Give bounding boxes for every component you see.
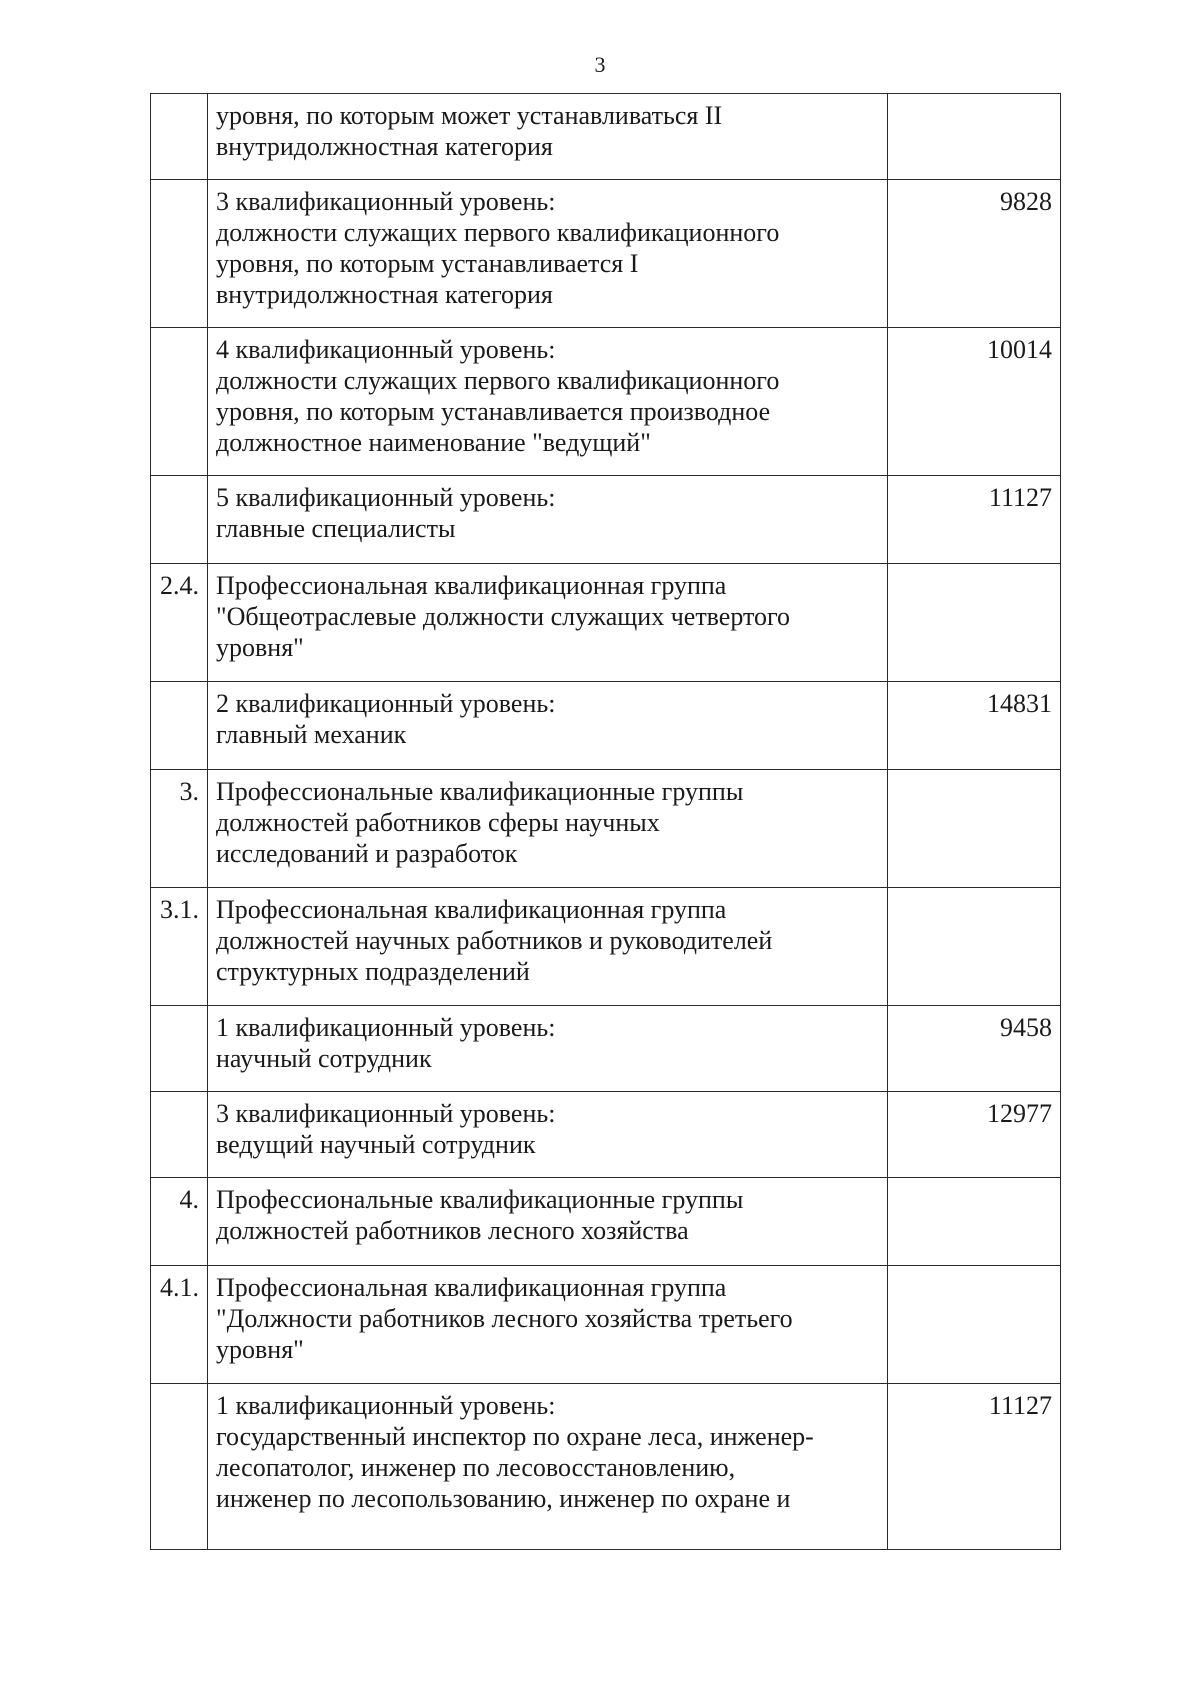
row-number (151, 327, 208, 475)
row-number (151, 1383, 208, 1549)
row-value: 11127 (888, 475, 1061, 563)
row-value: 14831 (888, 681, 1061, 769)
row-text: Профессиональная квалификационная группа "Должности работников лесного хозяйства третьего уровня" (208, 1265, 888, 1383)
row-number: 3.1. (151, 887, 208, 1005)
row-value: 9828 (888, 179, 1061, 327)
row-text: Профессиональные квалификационные группы должностей работников лесного хозяйства (208, 1177, 888, 1265)
row-value: 11127 (888, 1383, 1061, 1549)
row-number (151, 475, 208, 563)
table-row (151, 1005, 1061, 1091)
row-text: 3 квалификационный уровень: должности служащих первого квалификационного уровня, по которым устанавливается I внутридолжностная категория (208, 179, 888, 327)
row-text: 1 квалификационный уровень: государственный инспектор по охране леса, инженер- лесопатолог, инженер по лесовосстановлению, инженер по лесопользованию, инженер по охране и (208, 1383, 888, 1549)
row-value (888, 887, 1061, 1005)
table-row (151, 769, 1061, 887)
row-value: 12977 (888, 1091, 1061, 1177)
row-number (151, 681, 208, 769)
row-text: 1 квалификационный уровень: научный сотрудник (208, 1005, 888, 1091)
row-value (888, 1265, 1061, 1383)
row-text: 4 квалификационный уровень: должности служащих первого квалификационного уровня, по которым устанавливается производное должностное наименование "ведущий" (208, 327, 888, 475)
row-value (888, 94, 1061, 180)
row-text: 2 квалификационный уровень: главный механик (208, 681, 888, 769)
row-text: 3 квалификационный уровень: ведущий научный сотрудник (208, 1091, 888, 1177)
row-text: уровня, по которым может устанавливаться II внутридолжностная категория (208, 94, 888, 180)
row-number: 3. (151, 769, 208, 887)
row-number (151, 94, 208, 180)
row-value (888, 563, 1061, 681)
row-number (151, 179, 208, 327)
row-number (151, 1091, 208, 1177)
table-row (151, 1177, 1061, 1265)
table-row (151, 179, 1061, 327)
row-text: Профессиональная квалификационная группа "Общеотраслевые должности служащих четвертого уровня" (208, 563, 888, 681)
table-row (151, 1091, 1061, 1177)
table-row (151, 563, 1061, 681)
row-value (888, 1177, 1061, 1265)
table-row (151, 1383, 1061, 1549)
row-value: 9458 (888, 1005, 1061, 1091)
row-text: Профессиональные квалификационные группы должностей работников сферы научных исследований и разработок (208, 769, 888, 887)
table-row (151, 327, 1061, 475)
table-row (151, 887, 1061, 1005)
row-number: 4.1. (151, 1265, 208, 1383)
row-number: 2.4. (151, 563, 208, 681)
table-row (151, 681, 1061, 769)
table-row (151, 1265, 1061, 1383)
row-text: 5 квалификационный уровень: главные специалисты (208, 475, 888, 563)
table-row (151, 94, 1061, 180)
row-value: 10014 (888, 327, 1061, 475)
row-text: Профессиональная квалификационная группа должностей научных работников и руководителей структурных подразделений (208, 887, 888, 1005)
salary-table (150, 93, 1061, 1550)
row-number (151, 1005, 208, 1091)
row-number: 4. (151, 1177, 208, 1265)
row-value (888, 769, 1061, 887)
table-row (151, 475, 1061, 563)
page-number: 3 (594, 52, 606, 77)
